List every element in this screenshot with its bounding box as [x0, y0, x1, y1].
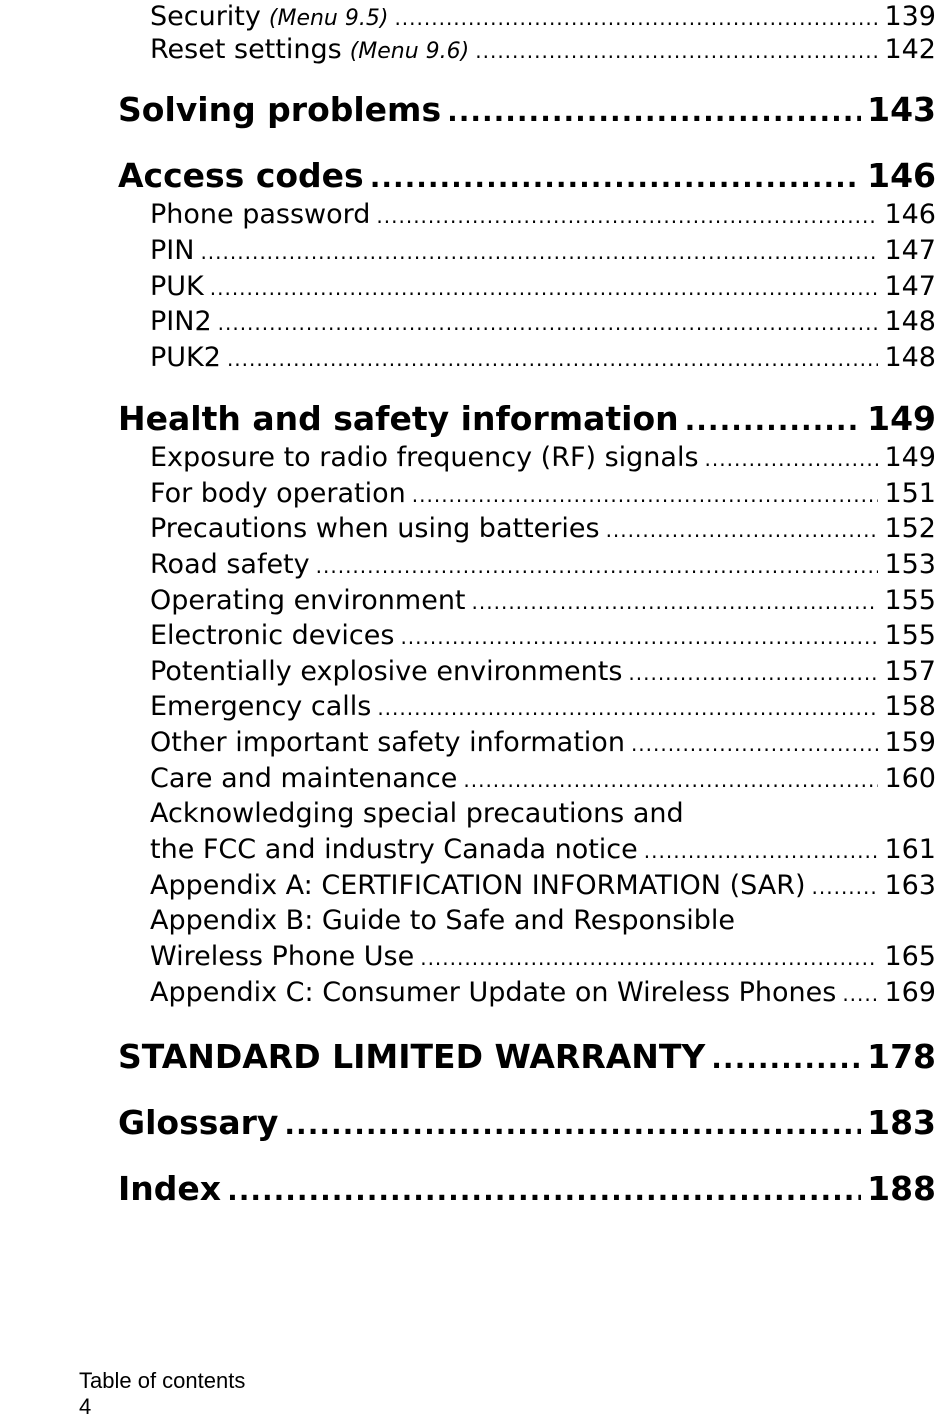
- dot-leader: [628, 655, 878, 690]
- toc-entry[interactable]: [150, 833, 936, 869]
- entry-label: Exposure to radio frequency (RF) signals: [150, 442, 699, 473]
- page-number: 157: [884, 656, 936, 687]
- dot-leader: [812, 869, 879, 904]
- entry-label: the FCC and industry Canada notice: [150, 834, 638, 865]
- page-number: 148: [884, 306, 936, 337]
- toc-entry[interactable]: [150, 726, 936, 762]
- entry-label: Security: [150, 1, 261, 32]
- entry-label: Operating environment: [150, 585, 466, 616]
- entry-label: Reset settings: [150, 34, 342, 65]
- entry-label: Appendix A: CERTIFICATION INFORMATION (SAR): [150, 870, 806, 901]
- footer-page-number: 4: [79, 1394, 92, 1419]
- page-number: 155: [884, 585, 936, 616]
- entry-label: Road safety: [150, 549, 310, 580]
- toc-entry[interactable]: [150, 441, 936, 477]
- dot-leader: [475, 33, 878, 68]
- menu-reference: (Menu 9.6): [349, 39, 470, 64]
- entry-label: PUK: [150, 271, 204, 302]
- toc-entry[interactable]: [150, 33, 936, 69]
- page-number: 153: [884, 549, 936, 580]
- toc-entry[interactable]: [150, 584, 936, 620]
- dot-leader: [412, 477, 879, 512]
- toc-entry[interactable]: [150, 305, 936, 341]
- dot-leader: [218, 305, 879, 340]
- dot-leader: [400, 619, 878, 654]
- page-number: 148: [884, 342, 936, 373]
- toc-entry[interactable]: [150, 762, 936, 798]
- section-title: Glossary: [118, 1103, 279, 1142]
- page-number: 142: [884, 34, 936, 65]
- page-number: 160: [884, 763, 936, 794]
- entry-label: PUK2: [150, 342, 221, 373]
- entry-label: For body operation: [150, 478, 406, 509]
- entry-label: Care and maintenance: [150, 763, 458, 794]
- page-number: 149: [867, 399, 936, 438]
- dot-leader: [377, 690, 878, 725]
- page-number: 147: [884, 271, 936, 302]
- dot-leader: [200, 234, 878, 269]
- dot-leader: [210, 270, 879, 305]
- toc-entry[interactable]: [150, 341, 936, 377]
- dot-leader: [227, 341, 879, 376]
- toc-entry[interactable]: [150, 198, 936, 234]
- section-title: STANDARD LIMITED WARRANTY: [118, 1037, 706, 1076]
- entry-label: Other important safety information: [150, 727, 625, 758]
- section-title: Index: [118, 1169, 222, 1208]
- page-number: 161: [884, 834, 936, 865]
- page-number: 159: [884, 727, 936, 758]
- menu-reference: (Menu 9.5): [268, 6, 389, 31]
- toc-entry[interactable]: [150, 270, 936, 306]
- dot-leader: [711, 1037, 861, 1079]
- entry-label: Potentially explosive environments: [150, 656, 623, 687]
- entry-label: PIN: [150, 235, 195, 266]
- entry-label-first-line: Acknowledging special precautions and: [150, 798, 684, 829]
- dot-leader: [644, 833, 879, 868]
- section-title: Solving problems: [118, 90, 442, 129]
- toc-section-heading[interactable]: [118, 156, 936, 200]
- toc-section-heading[interactable]: [118, 90, 936, 134]
- dot-leader: [376, 198, 878, 233]
- page-number: 149: [884, 442, 936, 473]
- dot-leader: [227, 1169, 861, 1211]
- toc-entry[interactable]: [150, 869, 936, 905]
- entry-label: Appendix C: Consumer Update on Wireless Phones: [150, 977, 837, 1008]
- footer-section-label: Table of contents: [79, 1368, 246, 1393]
- toc-entry[interactable]: [150, 619, 936, 655]
- page-number: 163: [884, 870, 936, 901]
- page-number: 183: [867, 1103, 936, 1142]
- toc-entry[interactable]: [150, 548, 936, 584]
- entry-label-first-line: Appendix B: Guide to Safe and Responsible: [150, 905, 736, 936]
- toc-section-heading[interactable]: [118, 399, 936, 443]
- page-number: 143: [867, 90, 936, 129]
- dot-leader: [284, 1103, 861, 1145]
- toc-section-heading[interactable]: [118, 1169, 936, 1213]
- page-number: 155: [884, 620, 936, 651]
- entry-label: Phone password: [150, 199, 371, 230]
- page-number: 147: [884, 235, 936, 266]
- toc-entry[interactable]: [150, 655, 936, 691]
- toc-entry[interactable]: [150, 976, 936, 1012]
- page-number: 169: [884, 977, 936, 1008]
- dot-leader: [394, 0, 878, 35]
- entry-label: Wireless Phone Use: [150, 941, 415, 972]
- page-number: 151: [884, 478, 936, 509]
- dot-leader: [447, 90, 861, 132]
- entry-label: PIN2: [150, 306, 212, 337]
- dot-leader: [842, 976, 878, 1011]
- page-number: 165: [884, 941, 936, 972]
- section-title: Access codes: [118, 156, 364, 195]
- dot-leader: [631, 726, 879, 761]
- toc-section-heading[interactable]: [118, 1103, 936, 1147]
- toc-entry[interactable]: [150, 0, 936, 36]
- toc-entry[interactable]: [150, 477, 936, 513]
- dot-leader: [685, 399, 861, 441]
- page-number: 146: [867, 156, 936, 195]
- dot-leader: [705, 441, 879, 476]
- dot-leader: [370, 156, 861, 198]
- page-number: 178: [867, 1037, 936, 1076]
- section-title: Health and safety information: [118, 399, 679, 438]
- dot-leader: [606, 512, 879, 547]
- entry-label: Electronic devices: [150, 620, 395, 651]
- toc-entry[interactable]: [150, 234, 936, 270]
- page-number: 152: [884, 513, 936, 544]
- page-number: 158: [884, 691, 936, 722]
- entry-label: Emergency calls: [150, 691, 372, 722]
- entry-label: Precautions when using batteries: [150, 513, 600, 544]
- toc-entry[interactable]: [150, 690, 936, 726]
- toc-entry[interactable]: [150, 940, 936, 976]
- dot-leader: [316, 548, 879, 583]
- page-number: 139: [884, 1, 936, 32]
- toc-section-heading[interactable]: [118, 1037, 936, 1081]
- dot-leader: [463, 762, 878, 797]
- dot-leader: [472, 584, 879, 619]
- page-number: 188: [867, 1169, 936, 1208]
- dot-leader: [420, 940, 878, 975]
- page-number: 146: [884, 199, 936, 230]
- toc-entry[interactable]: [150, 512, 936, 548]
